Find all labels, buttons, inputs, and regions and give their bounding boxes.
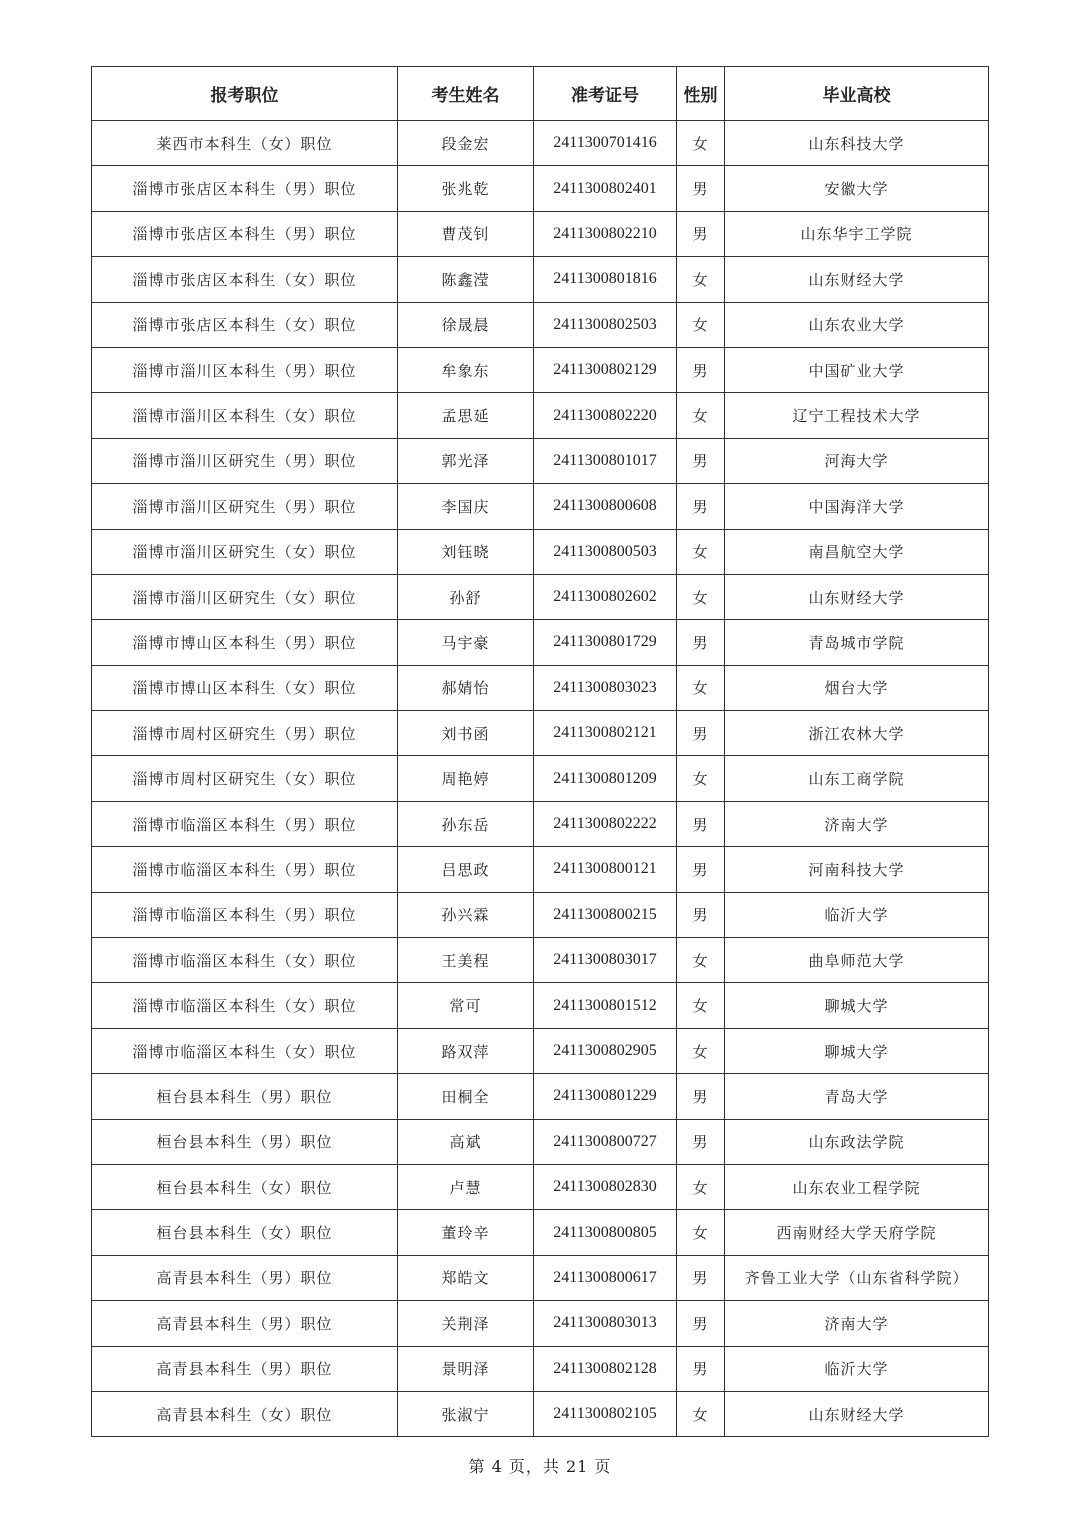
cell-exam-id: 2411300801209 [534, 756, 677, 801]
cell-gender: 男 [677, 847, 725, 892]
header-exam-id: 准考证号 [534, 67, 677, 121]
table-row [92, 1346, 989, 1391]
cell-exam-id: 2411300802401 [534, 166, 677, 211]
cell-gender: 女 [677, 121, 725, 166]
cell-exam-id: 2411300802503 [534, 302, 677, 347]
cell-name: 孙东岳 [398, 801, 534, 846]
cell-exam-id: 2411300802905 [534, 1028, 677, 1073]
cell-exam-id: 2411300802128 [534, 1346, 677, 1391]
cell-gender: 男 [677, 166, 725, 211]
cell-gender: 男 [677, 438, 725, 483]
cell-gender: 男 [677, 211, 725, 256]
cell-gender: 女 [677, 529, 725, 574]
header-school: 毕业高校 [725, 67, 989, 121]
cell-exam-id: 2411300801729 [534, 620, 677, 665]
cell-gender: 男 [677, 1255, 725, 1300]
cell-exam-id: 2411300802129 [534, 347, 677, 392]
table-row [92, 574, 989, 619]
cell-name: 张淑宁 [398, 1391, 534, 1436]
cell-school: 山东工商学院 [725, 756, 989, 801]
cell-school: 山东财经大学 [725, 1391, 989, 1436]
cell-school: 西南财经大学天府学院 [725, 1210, 989, 1255]
cell-exam-id: 2411300801229 [534, 1074, 677, 1119]
cell-school: 山东农业工程学院 [725, 1164, 989, 1209]
cell-position: 高青县本科生（男）职位 [92, 1255, 398, 1300]
results-table [91, 66, 989, 1437]
cell-exam-id: 2411300802222 [534, 801, 677, 846]
cell-school: 烟台大学 [725, 665, 989, 710]
cell-exam-id: 2411300802602 [534, 574, 677, 619]
table-row [92, 211, 989, 256]
cell-school: 山东华宇工学院 [725, 211, 989, 256]
table-row [92, 1391, 989, 1436]
cell-school: 齐鲁工业大学（山东省科学院） [725, 1255, 989, 1300]
cell-exam-id: 2411300800805 [534, 1210, 677, 1255]
cell-position: 淄博市淄川区研究生（男）职位 [92, 438, 398, 483]
table-row [92, 302, 989, 347]
cell-position: 淄博市博山区本科生（女）职位 [92, 665, 398, 710]
table-row [92, 529, 989, 574]
cell-name: 张兆乾 [398, 166, 534, 211]
table-row [92, 620, 989, 665]
cell-exam-id: 2411300802105 [534, 1391, 677, 1436]
cell-position: 淄博市临淄区本科生（男）职位 [92, 892, 398, 937]
cell-name: 段金宏 [398, 121, 534, 166]
table-body [92, 121, 989, 1437]
cell-position: 高青县本科生（男）职位 [92, 1301, 398, 1346]
cell-gender: 男 [677, 801, 725, 846]
cell-gender: 女 [677, 756, 725, 801]
cell-name: 曹茂钊 [398, 211, 534, 256]
cell-gender: 女 [677, 302, 725, 347]
table-row [92, 983, 989, 1028]
cell-name: 刘书函 [398, 711, 534, 756]
cell-gender: 女 [677, 1164, 725, 1209]
table-row [92, 347, 989, 392]
table-row [92, 847, 989, 892]
table-header-row [92, 67, 989, 121]
cell-gender: 男 [677, 347, 725, 392]
cell-exam-id: 2411300801816 [534, 257, 677, 302]
cell-name: 徐晟晨 [398, 302, 534, 347]
table-row [92, 1255, 989, 1300]
cell-school: 中国矿业大学 [725, 347, 989, 392]
cell-exam-id: 2411300800617 [534, 1255, 677, 1300]
cell-position: 淄博市临淄区本科生（男）职位 [92, 847, 398, 892]
cell-exam-id: 2411300801017 [534, 438, 677, 483]
cell-exam-id: 2411300802121 [534, 711, 677, 756]
table-row [92, 257, 989, 302]
cell-gender: 男 [677, 620, 725, 665]
cell-name: 路双萍 [398, 1028, 534, 1073]
cell-exam-id: 2411300803013 [534, 1301, 677, 1346]
table-row [92, 1028, 989, 1073]
results-table-container [91, 66, 988, 1437]
cell-gender: 女 [677, 1391, 725, 1436]
cell-position: 桓台县本科生（女）职位 [92, 1164, 398, 1209]
page-number: 第 4 页，共 21 页 [468, 1457, 612, 1476]
cell-name: 马宇豪 [398, 620, 534, 665]
cell-school: 青岛大学 [725, 1074, 989, 1119]
cell-school: 中国海洋大学 [725, 484, 989, 529]
cell-position: 淄博市淄川区研究生（女）职位 [92, 574, 398, 619]
cell-position: 淄博市周村区研究生（女）职位 [92, 756, 398, 801]
cell-exam-id: 2411300802210 [534, 211, 677, 256]
cell-school: 临沂大学 [725, 1346, 989, 1391]
table-row [92, 665, 989, 710]
cell-exam-id: 2411300800727 [534, 1119, 677, 1164]
cell-exam-id: 2411300701416 [534, 121, 677, 166]
cell-gender: 男 [677, 1119, 725, 1164]
cell-position: 淄博市张店区本科生（女）职位 [92, 302, 398, 347]
cell-name: 孙舒 [398, 574, 534, 619]
cell-school: 山东财经大学 [725, 257, 989, 302]
cell-school: 河海大学 [725, 438, 989, 483]
cell-name: 吕思政 [398, 847, 534, 892]
cell-school: 山东农业大学 [725, 302, 989, 347]
cell-position: 淄博市周村区研究生（男）职位 [92, 711, 398, 756]
table-row [92, 393, 989, 438]
cell-gender: 女 [677, 257, 725, 302]
cell-gender: 男 [677, 1346, 725, 1391]
cell-position: 淄博市临淄区本科生（女）职位 [92, 938, 398, 983]
table-row [92, 166, 989, 211]
cell-name: 郝婧怡 [398, 665, 534, 710]
cell-position: 淄博市临淄区本科生（女）职位 [92, 983, 398, 1028]
cell-school: 辽宁工程技术大学 [725, 393, 989, 438]
cell-exam-id: 2411300802830 [534, 1164, 677, 1209]
table-row [92, 756, 989, 801]
cell-gender: 男 [677, 1074, 725, 1119]
cell-position: 桓台县本科生（男）职位 [92, 1119, 398, 1164]
cell-gender: 女 [677, 574, 725, 619]
cell-school: 青岛城市学院 [725, 620, 989, 665]
cell-position: 淄博市张店区本科生（女）职位 [92, 257, 398, 302]
cell-position: 淄博市临淄区本科生（男）职位 [92, 801, 398, 846]
cell-gender: 男 [677, 711, 725, 756]
cell-exam-id: 2411300800503 [534, 529, 677, 574]
header-name: 考生姓名 [398, 67, 534, 121]
cell-school: 聊城大学 [725, 1028, 989, 1073]
cell-exam-id: 2411300803017 [534, 938, 677, 983]
cell-school: 浙江农林大学 [725, 711, 989, 756]
cell-school: 聊城大学 [725, 983, 989, 1028]
cell-position: 淄博市临淄区本科生（女）职位 [92, 1028, 398, 1073]
table-row [92, 938, 989, 983]
cell-name: 高斌 [398, 1119, 534, 1164]
cell-name: 常可 [398, 983, 534, 1028]
cell-school: 南昌航空大学 [725, 529, 989, 574]
cell-school: 安徽大学 [725, 166, 989, 211]
cell-position: 淄博市淄川区本科生（男）职位 [92, 347, 398, 392]
table-row [92, 1301, 989, 1346]
cell-position: 高青县本科生（男）职位 [92, 1346, 398, 1391]
cell-position: 莱西市本科生（女）职位 [92, 121, 398, 166]
header-gender: 性别 [677, 67, 725, 121]
table-row [92, 1074, 989, 1119]
cell-name: 李国庆 [398, 484, 534, 529]
cell-position: 淄博市淄川区本科生（女）职位 [92, 393, 398, 438]
cell-school: 临沂大学 [725, 892, 989, 937]
cell-gender: 女 [677, 983, 725, 1028]
cell-position: 淄博市淄川区研究生（男）职位 [92, 484, 398, 529]
cell-school: 曲阜师范大学 [725, 938, 989, 983]
cell-gender: 女 [677, 1210, 725, 1255]
table-row [92, 1119, 989, 1164]
cell-school: 河南科技大学 [725, 847, 989, 892]
cell-position: 淄博市淄川区研究生（女）职位 [92, 529, 398, 574]
cell-name: 董玲辛 [398, 1210, 534, 1255]
cell-name: 孟思延 [398, 393, 534, 438]
cell-name: 田桐全 [398, 1074, 534, 1119]
table-row [92, 892, 989, 937]
cell-name: 关荆泽 [398, 1301, 534, 1346]
cell-name: 刘钰晓 [398, 529, 534, 574]
cell-position: 淄博市张店区本科生（男）职位 [92, 166, 398, 211]
header-position: 报考职位 [92, 67, 398, 121]
table-row [92, 438, 989, 483]
table-row [92, 711, 989, 756]
cell-gender: 男 [677, 484, 725, 529]
cell-exam-id: 2411300800121 [534, 847, 677, 892]
cell-name: 王美程 [398, 938, 534, 983]
cell-school: 山东政法学院 [725, 1119, 989, 1164]
cell-gender: 女 [677, 665, 725, 710]
table-row [92, 121, 989, 166]
table-row [92, 801, 989, 846]
cell-gender: 女 [677, 938, 725, 983]
cell-gender: 女 [677, 393, 725, 438]
cell-school: 济南大学 [725, 801, 989, 846]
cell-name: 周艳婷 [398, 756, 534, 801]
cell-gender: 男 [677, 1301, 725, 1346]
cell-name: 郭光泽 [398, 438, 534, 483]
cell-name: 牟象东 [398, 347, 534, 392]
cell-name: 孙兴霖 [398, 892, 534, 937]
cell-exam-id: 2411300802220 [534, 393, 677, 438]
cell-name: 景明泽 [398, 1346, 534, 1391]
cell-position: 淄博市张店区本科生（男）职位 [92, 211, 398, 256]
cell-gender: 女 [677, 1028, 725, 1073]
cell-gender: 男 [677, 892, 725, 937]
cell-exam-id: 2411300803023 [534, 665, 677, 710]
cell-school: 山东财经大学 [725, 574, 989, 619]
cell-school: 山东科技大学 [725, 121, 989, 166]
cell-exam-id: 2411300800215 [534, 892, 677, 937]
cell-position: 高青县本科生（女）职位 [92, 1391, 398, 1436]
cell-position: 淄博市博山区本科生（男）职位 [92, 620, 398, 665]
cell-exam-id: 2411300800608 [534, 484, 677, 529]
cell-exam-id: 2411300801512 [534, 983, 677, 1028]
cell-school: 济南大学 [725, 1301, 989, 1346]
cell-position: 桓台县本科生（男）职位 [92, 1074, 398, 1119]
cell-name: 卢慧 [398, 1164, 534, 1209]
table-row [92, 484, 989, 529]
table-row [92, 1210, 989, 1255]
cell-name: 陈鑫滢 [398, 257, 534, 302]
cell-name: 郑皓文 [398, 1255, 534, 1300]
cell-position: 桓台县本科生（女）职位 [92, 1210, 398, 1255]
table-row [92, 1164, 989, 1209]
